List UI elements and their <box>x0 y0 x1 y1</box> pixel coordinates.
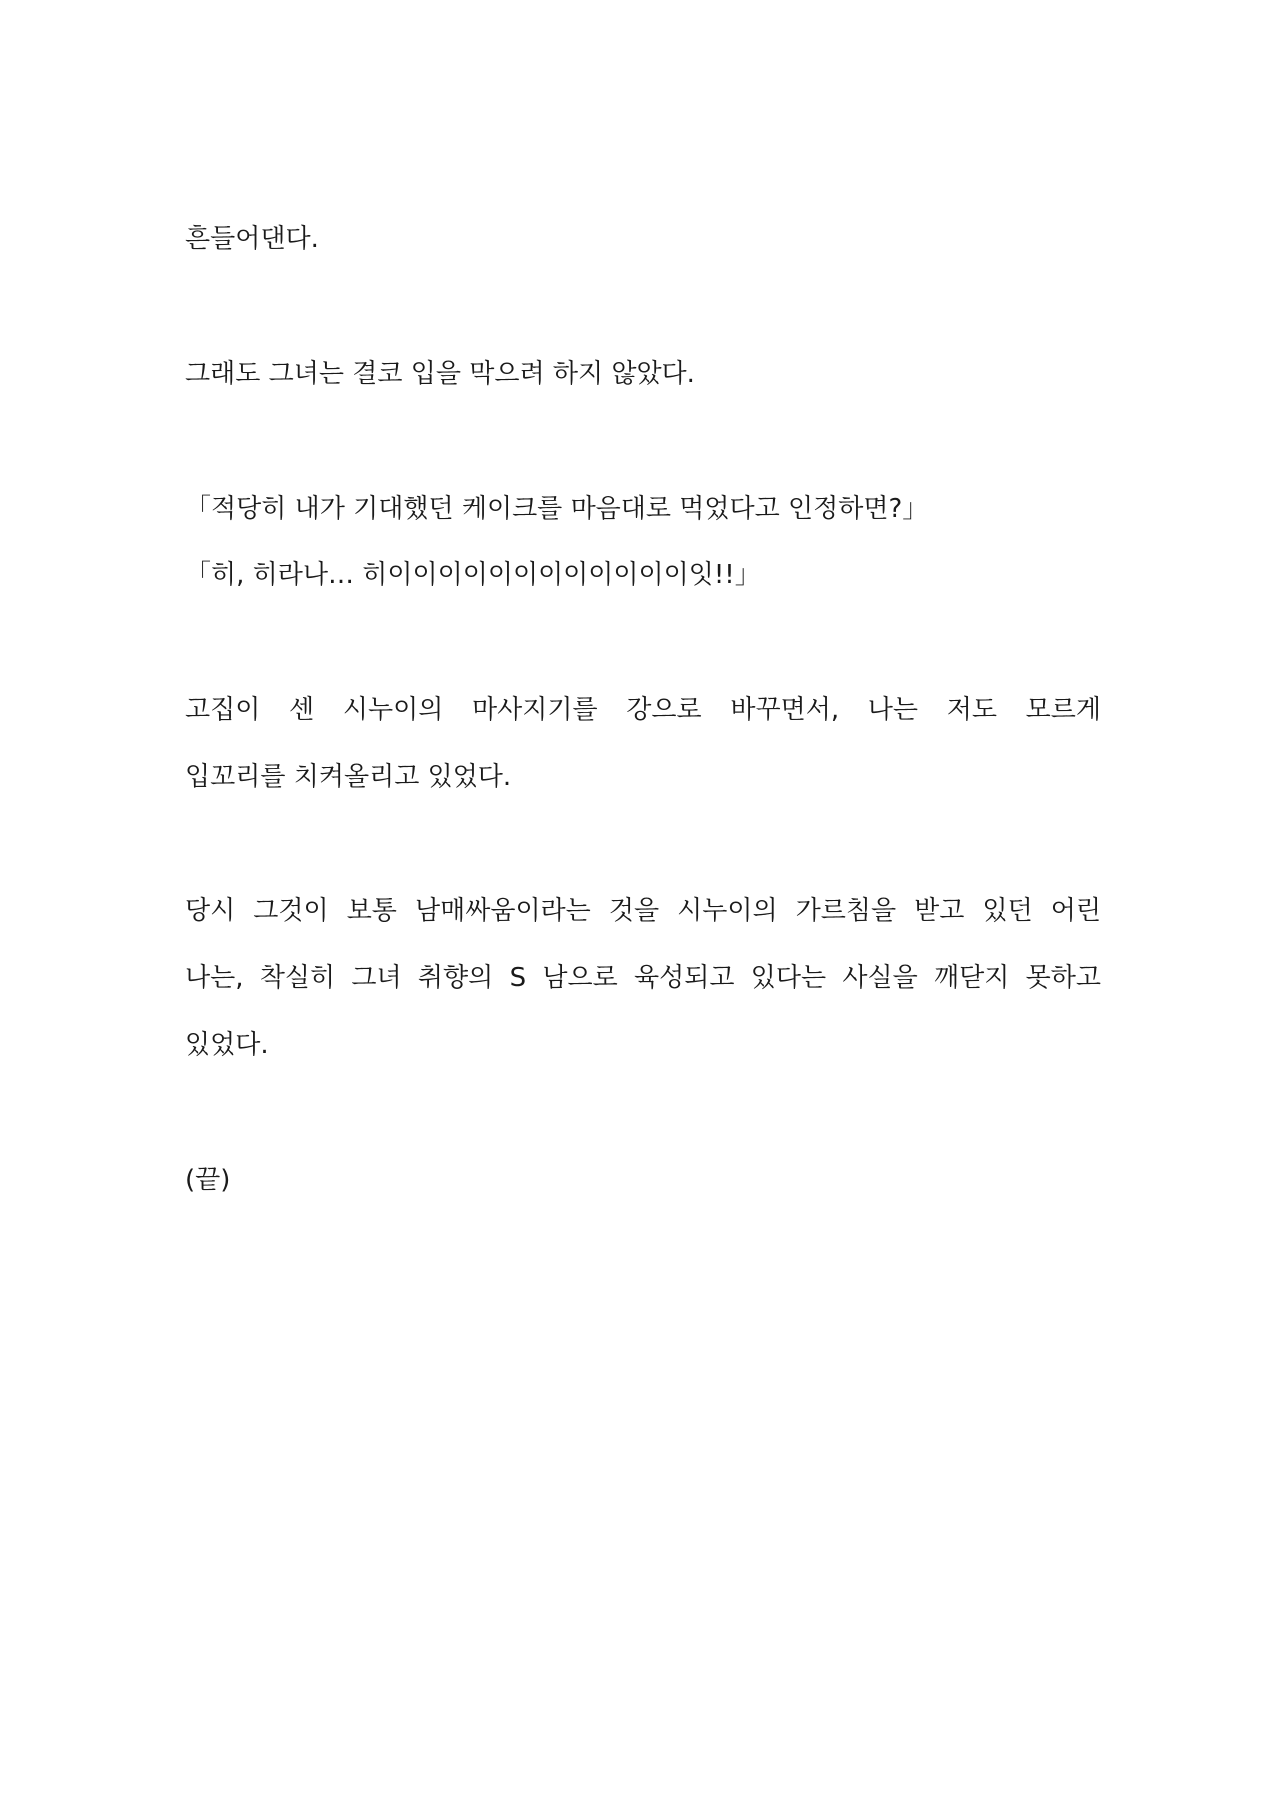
paragraph-line: 있었다. <box>185 1030 269 1060</box>
paragraph-line: 입꼬리를 치켜올리고 있었다. <box>185 762 512 792</box>
paragraph-line: 나는, 착실히 그녀 취향의 S 남으로 육성되고 있다는 사실을 깨닫지 못하고 <box>185 963 1101 993</box>
paragraph-line: 그래도 그녀는 결코 입을 막으려 하지 않았다. <box>185 359 695 389</box>
paragraph-line: 고집이 센 시누이의 마사지기를 강으로 바꾸면서, 나는 저도 모르게 <box>185 695 1101 725</box>
end-marker: (끝) <box>185 1165 231 1195</box>
dialogue-line: 「적당히 내가 기대했던 케이크를 마음대로 먹었다고 인정하면?」 <box>185 494 929 524</box>
dialogue-line: 「히, 히라나… 히이이이이이이이이이이이이잇!!」 <box>185 560 761 590</box>
paragraph-line: 당시 그것이 보통 남매싸움이라는 것을 시누이의 가르침을 받고 있던 어린 <box>185 896 1101 926</box>
paragraph-line: 흔들어댄다. <box>185 224 319 254</box>
